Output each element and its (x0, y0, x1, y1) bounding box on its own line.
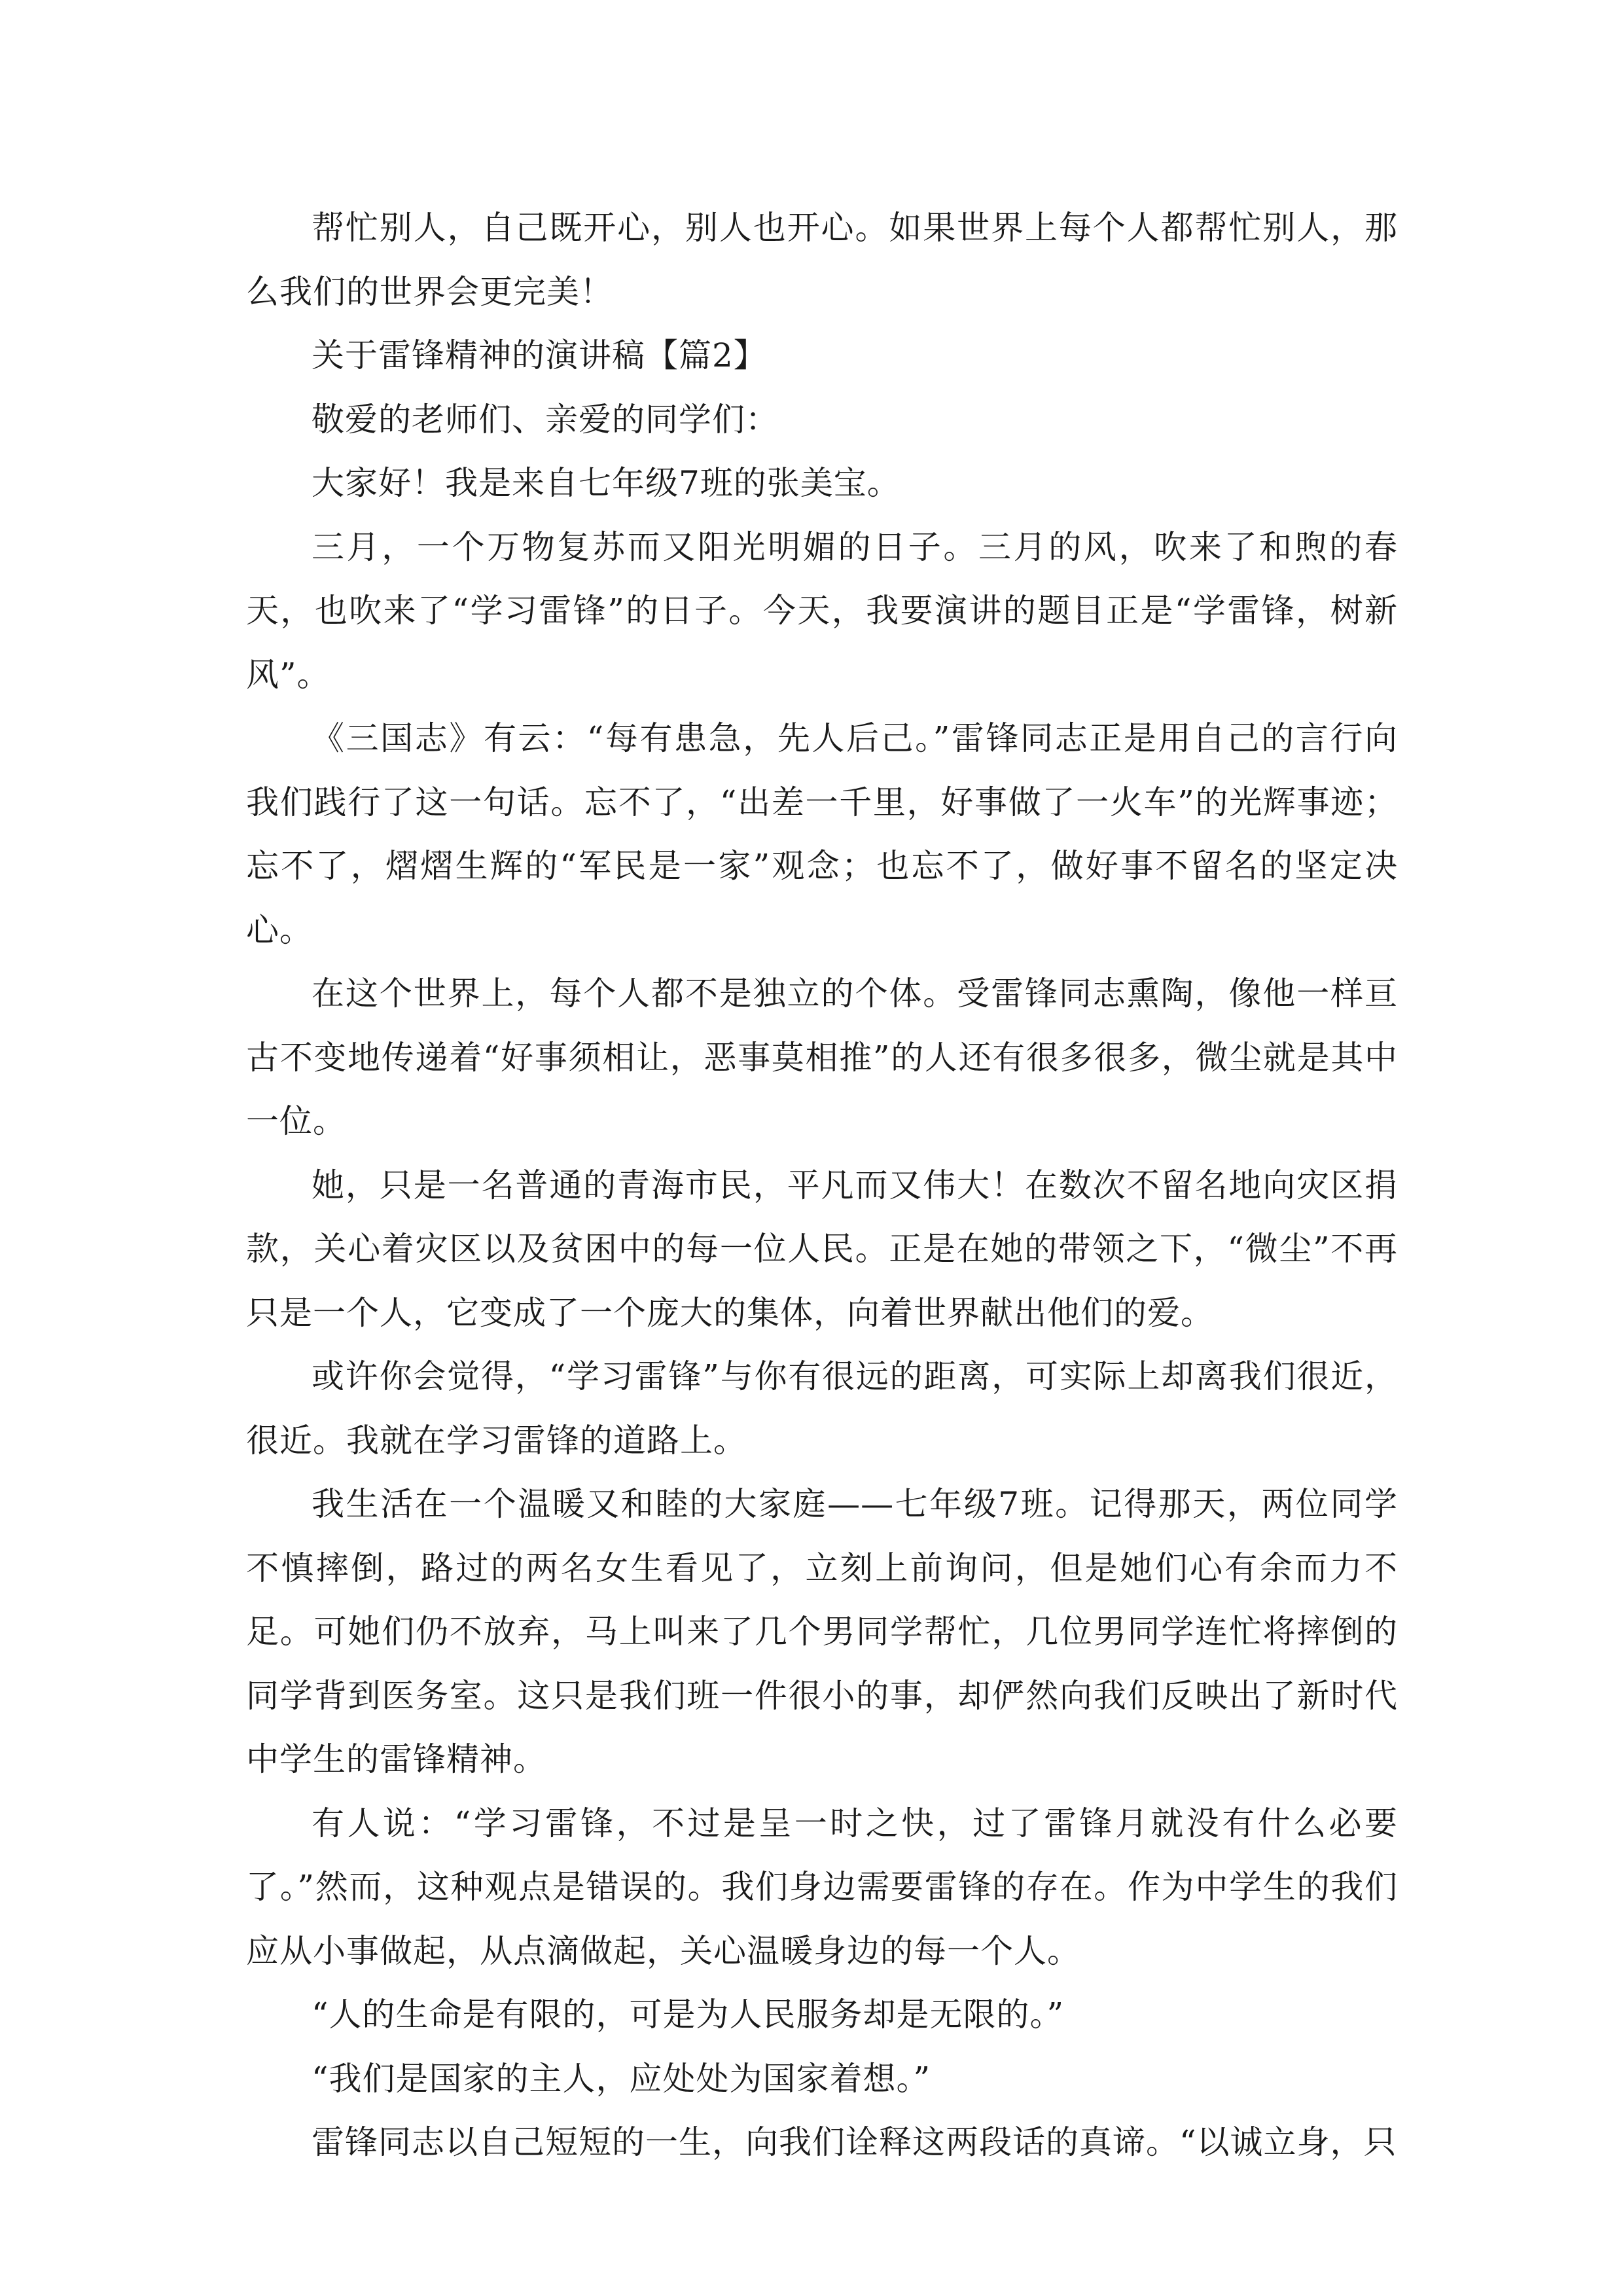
section-heading: 关于雷锋精神的演讲稿【篇2】 (312, 336, 767, 374)
paragraph-weichen: 她，只是一名普通的青海市民，平凡而又伟大！在数次不留名地向灾区捐款，关心着灾区以及贫困中的每一位人民。正是在她的带领之下，“微尘”不再只是一个人，它变成了一个庞大的集体，向着世界献出他们的爱。 (246, 1166, 1398, 1332)
paragraph-march: 三月，一个万物复苏而又阳光明媚的日子。三月的风，吹来了和煦的春天，也吹来了“学习雷锋”的日子。今天，我要演讲的题目正是“学雷锋，树新风”。 (246, 528, 1398, 694)
quote-life: “人的生命是有限的，可是为人民服务却是无限的。” (312, 1996, 1065, 2034)
paragraph-sanguozhi: 《三国志》有云：“每有患急，先人后己。”雷锋同志正是用自己的言行向我们践行了这一句话。忘不了，“出差一千里，好事做了一火车”的光辉事迹；忘不了，熠熠生辉的“军民是一家”观念；也忘不了，做好事不留名的坚定决心。 (246, 719, 1398, 949)
paragraph-distance: 或许你会觉得，“学习雷锋”与你有很远的距离，可实际上却离我们很近，很近。我就在学习雷锋的道路上。 (246, 1357, 1398, 1460)
paragraph-conclusion: 雷锋同志以自己短短的一生，向我们诠释这两段话的真谛。“以诚立身，只 (312, 2123, 1397, 2161)
paragraph-opinion: 有人说：“学习雷锋，不过是呈一时之快，过了雷锋月就没有什么必要了。”然而，这种观点是错误的。我们身边需要雷锋的存在。作为中学生的我们应从小事做起，从点滴做起，关心温暖身边的每一个人。 (246, 1804, 1398, 1970)
paragraph-class-story: 我生活在一个温暖又和睦的大家庭——七年级7班。记得那天，两位同学不慎摔倒，路过的两名女生看见了，立刻上前询问，但是她们心有余而力不足。可她们仍不放弃，马上叫来了几个男同学帮忙，几位男同学连忙将摔倒的同学背到医务室。这只是我们班一件很小的事，却俨然向我们反映出了新时代中学生的雷锋精神。 (246, 1485, 1398, 1778)
body-text (246, 196, 1398, 2175)
paragraph-help-others: 帮忙别人，自己既开心，别人也开心。如果世界上每个人都帮忙别人，那么我们的世界会更完美！ (246, 209, 1398, 311)
quote-nation: “我们是国家的主人，应处处为国家着想。” (312, 2059, 931, 2098)
salutation: 敬爱的老师们、亲爱的同学们： (312, 400, 779, 439)
paragraph-world: 在这个世界上，每个人都不是独立的个体。受雷锋同志熏陶，像他一样亘古不变地传递着“好事须相让，恶事莫相推”的人还有很多很多，微尘就是其中一位。 (246, 975, 1398, 1140)
greeting: 大家好！我是来自七年级7班的张美宝。 (312, 464, 901, 502)
